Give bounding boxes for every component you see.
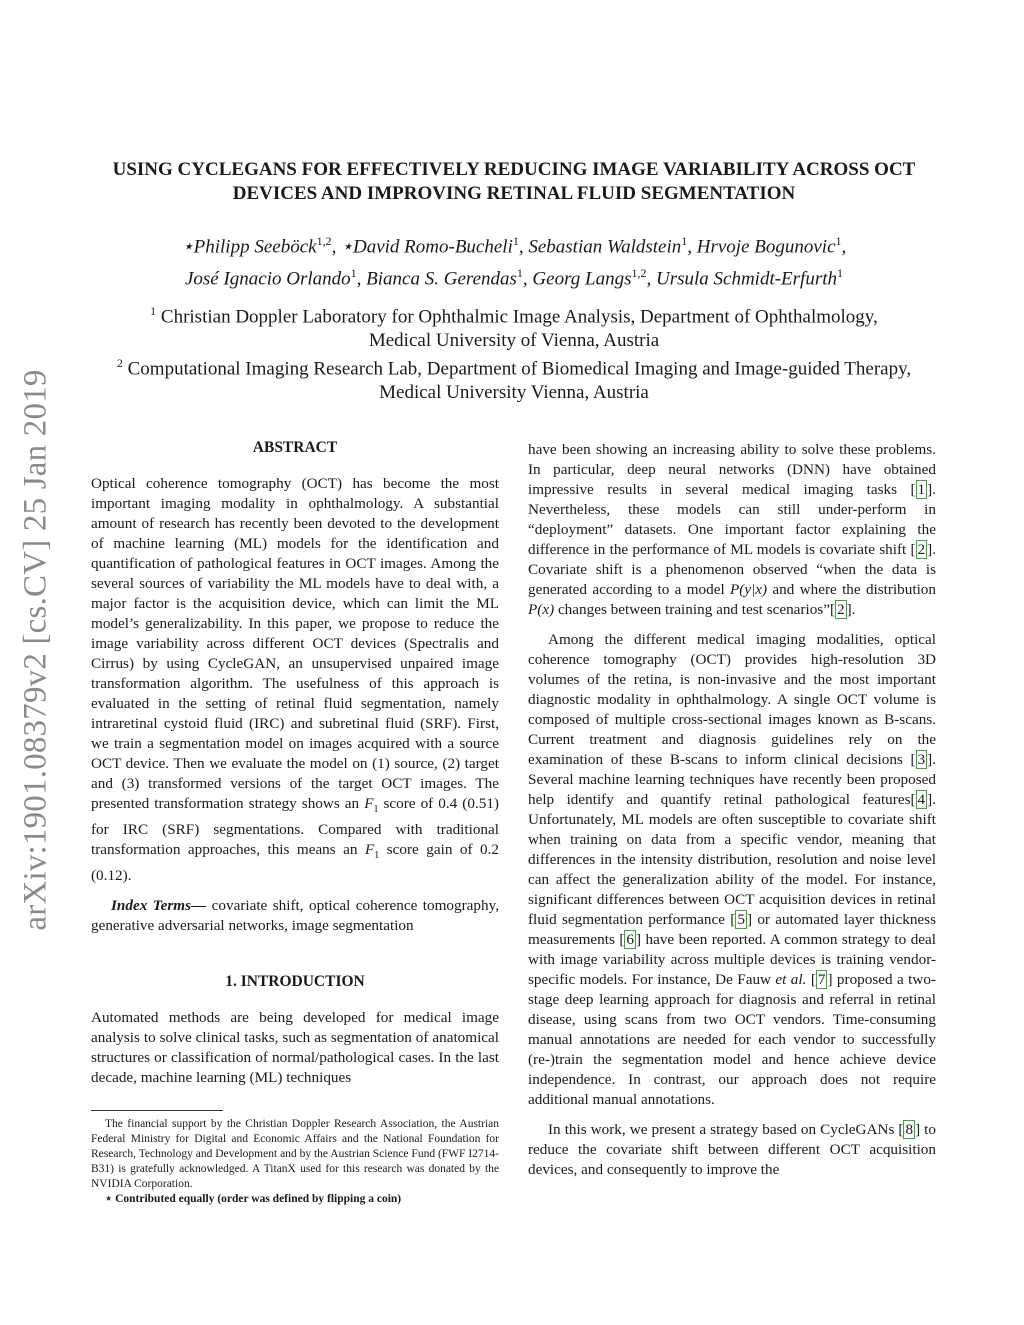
author-line-2: José Ignacio Orlando$^1$, Bianca S. Gerendas$^1$, Georg Langs$^{1,2}$, Ursula Schmidt-Erfurth$^1$ <box>184 266 844 290</box>
paper-title <box>80 158 948 206</box>
citation-link[interactable]: 2 <box>837 601 845 618</box>
citation-link[interactable]: 2 <box>917 541 926 558</box>
intro-paragraph-3: In this work, we present a strategy based on CycleGANs [ 8 ] to reduce the covariate shift between different OCT acquisition devices, and consequently to improve the <box>528 1121 936 1178</box>
right-column <box>528 440 936 1180</box>
author-aff: 1 <box>350 266 357 281</box>
abstract-text: Optical coherence tomography (OCT) has become the most important imaging modality in ophthalmology. A substantial amount of research has recently been devoted to the development of machine learning (ML) models for the identification and quantification of pathological features in OCT images. Among the several sources of variability the ML models have to deal with, a major factor is the acquisition device, which can limit the ML model’s generalizability. In this paper, we propose to reduce the image variability across different OCT devices (Spectralis and Cirrus) by using CycleGAN, an unsupervised unpaired image transformation algorithm. The usefulness of this approach is evaluated in the setting of retinal fluid segmentation, namely intraretinal cystoid fluid (IRC) and subretinal fluid (SRF). First, we train a segmentation model on images acquired with a source OCT device. Then we evaluate the model on (1) source, (2) target and (3) transformed versions of the target OCT images. The presented transformation strategy shows an $F_1$ score of 0.4 (0.51) for IRC (SRF) segmentations. Compared with traditional transformation approaches, this means an $F_1$ score gain of 0.2 (0.12). <box>91 475 500 885</box>
author-mark: ⋆ <box>341 236 353 258</box>
arxiv-identifier <box>10 355 62 945</box>
intro-paragraph-1: have been showing an increasing ability to solve these problems. In particular, deep neural networks (DNN) have obtained impressive results in several medical imaging tasks [ 1 ]. Nevertheless, these models can still under-perform in “deployment” datasets. One important factor explaining the difference in the performance of ML models is covariate shift [ 2 ]. Covariate shift is a phenomenon observed “when the data is generated according to a model P(y|x) and where the distribution P(x) changes between training and test scenarios”[ 2 ]. <box>528 441 936 618</box>
author-name: Philipp Seeböck <box>193 236 317 258</box>
author-name: David Romo-Bucheli <box>352 236 513 258</box>
abstract-heading: ABSTRACT <box>252 439 338 456</box>
author-name: Ursula Schmidt-Erfurth <box>655 268 838 290</box>
author-aff: 1 <box>516 266 523 281</box>
citation-link[interactable]: 4 <box>917 791 926 808</box>
author-mark: ⋆ <box>181 236 194 258</box>
author-name: Sebastian Waldstein <box>528 236 682 258</box>
affiliation-2: $^2$ Computational Imaging Research Lab, Department of Biomedical Imaging and Image-guided Therapy, Medical University Vienna, Austria <box>116 356 912 404</box>
citation-link[interactable]: 3 <box>917 751 926 768</box>
citation-link[interactable]: 8 <box>905 1121 914 1138</box>
author-aff: 1 <box>837 266 844 281</box>
author-name: Bianca S. Gerendas <box>366 268 517 290</box>
citation-link[interactable]: 5 <box>737 911 745 928</box>
footnote-equal-contribution: ⋆ Contributed equally (order was defined by flipping a coin) <box>105 1193 402 1206</box>
author-aff: 1 <box>835 234 842 248</box>
footnote-funding: The financial support by the Christian Doppler Research Association, the Austrian Federal Ministry for Digital and Economic Affairs and the National Foundation for Research, Technology and Development and by the Austrian Science Fund (FWF I2714-B31) is gratefully acknowledged. A TitanX used for this research was donated by the NVIDIA Corporation. <box>91 1118 499 1191</box>
author-name: Georg Langs <box>532 268 632 290</box>
author-aff: 1 <box>681 234 688 248</box>
author-aff: 1 <box>512 234 519 248</box>
author-aff: 1,2 <box>316 234 332 248</box>
author-list <box>80 228 948 293</box>
author-aff: 1,2 <box>631 266 647 281</box>
footnote-rule <box>91 1110 223 1111</box>
citation-link[interactable]: 1 <box>917 481 926 498</box>
citation-link[interactable]: 6 <box>626 931 634 948</box>
arxiv-id-text: arXiv:1901.08379v2 [cs.CV] 25 Jan 2019 <box>17 369 54 931</box>
intro-paragraph-2: Among the different medical imaging modalities, optical coherence tomography (OCT) provides high-resolution 3D volumes of the retina, is non-invasive and the most important diagnostic modality in ophthalmology. A single OCT volume is composed of multiple cross-sectional images known as B-scans. Current treatment and diagnosis guidelines rely on the examination of these B-scans to inform clinical decisions [ 3 ]. Several machine learning techniques have recently been proposed help identify and quantify retinal pathological features[ 4 ]. Unfortunately, ML models are often susceptible to covariate shift when training on data from a specific vendor, meaning that differences in the intensity distribution, resolution and noise level can affect the generalization ability of the model. For instance, significant differences between OCT acquisition devices in retinal fluid segmentation performance [ 5 ] or automated layer thickness measurements [ 6 ] have been reported. A common strategy to deal with image variability across multiple devices is training vendor-specific models. For instance, De Fauw et al. [ 7 ] proposed a two-stage deep learning approach for diagnosis and referral in retinal disease, using scans from two OCT vendors. Time-consuming manual annotations are needed for each vendor to successfully (re-)train the segmentation model and hence achieve device independence. In contrast, our approach does not require additional manual annotations. <box>528 631 936 1108</box>
affiliation-1: $^1$ Christian Doppler Laboratory for Ophthalmic Image Analysis, Department of Ophthalmology, Medical University of Vienna, Austria <box>150 304 878 351</box>
introduction-paragraph: Automated methods are being developed for medical image analysis to solve clinical tasks, such as segmentation of anatomical structures or classification of normal/pathological cases. In the last decade, machine learning (ML) techniques <box>91 1009 499 1087</box>
left-column <box>91 438 499 1207</box>
introduction-heading: 1. INTRODUCTION <box>225 973 365 991</box>
author-name: Hrvoje Bogunovic <box>696 236 836 258</box>
author-name: José Ignacio Orlando <box>184 268 351 290</box>
title-line-2: DEVICES AND IMPROVING RETINAL FLUID SEGMENTATION <box>232 183 796 204</box>
author-line-1: ⋆Philipp Seeböck$^{1,2}$, ⋆David Romo-Bucheli$^1$, Sebastian Waldstein$^1$, Hrvoje Bogunovic$^1$, <box>181 234 847 258</box>
title-line-1: USING CYCLEGANS FOR EFFECTIVELY REDUCING IMAGE VARIABILITY ACROSS OCT <box>112 159 916 180</box>
index-terms: Index Terms— covariate shift, optical coherence tomography, generative adversarial networks, image segmentation <box>91 897 499 935</box>
citation-link[interactable]: 7 <box>817 971 826 988</box>
affiliations <box>80 300 948 405</box>
